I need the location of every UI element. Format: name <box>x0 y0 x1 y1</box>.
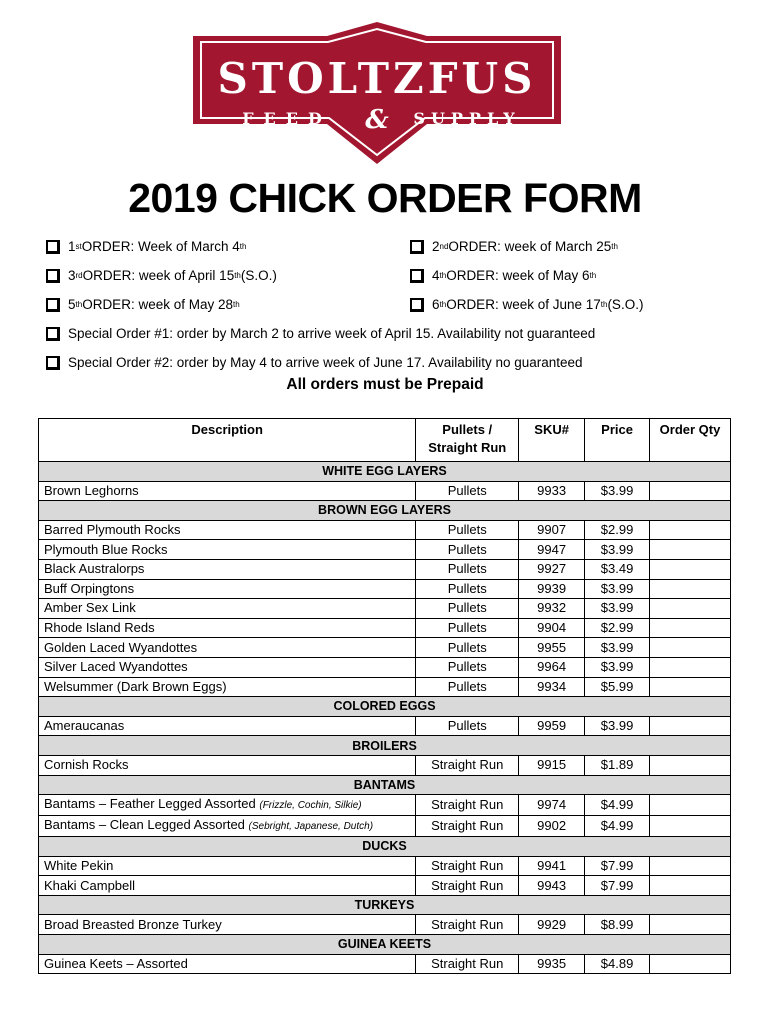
order-qty-input[interactable] <box>650 816 731 837</box>
row-type: Straight Run <box>416 816 519 837</box>
table-row <box>39 915 731 935</box>
row-sku: 9939 <box>519 579 585 599</box>
description-text: Guinea Keets – Assorted <box>44 955 188 971</box>
header-description: Description <box>39 419 416 462</box>
row-price: $7.99 <box>585 876 650 896</box>
table-header <box>39 419 731 462</box>
table-row <box>39 816 731 837</box>
row-description <box>39 954 416 974</box>
order-qty-input[interactable] <box>650 677 731 697</box>
checkbox-icon[interactable] <box>46 240 60 254</box>
table-row <box>39 540 731 560</box>
row-type: Pullets <box>416 618 519 638</box>
row-price: $1.89 <box>585 755 650 775</box>
description-text: Plymouth Blue Rocks <box>44 541 168 557</box>
category-row <box>39 462 731 482</box>
order-option-4[interactable]: 4 th ORDER: week of May 6 th <box>410 268 596 283</box>
checkbox-icon[interactable] <box>46 269 60 283</box>
table-row <box>39 755 731 775</box>
description-text: Brown Leghorns <box>44 482 139 498</box>
row-description <box>39 816 416 837</box>
table-row <box>39 520 731 540</box>
order-qty-input[interactable] <box>650 716 731 736</box>
order-qty-input[interactable] <box>650 915 731 935</box>
row-type: Pullets <box>416 657 519 677</box>
special-order-1[interactable]: Special Order #1: order by March 2 to arrive week of April 15. Availability not guaranteed <box>46 326 595 341</box>
checkbox-icon[interactable] <box>46 356 60 370</box>
prepaid-notice: All orders must be Prepaid <box>286 376 484 393</box>
row-type: Straight Run <box>416 876 519 896</box>
order-qty-input[interactable] <box>650 618 731 638</box>
order-qty-input[interactable] <box>650 559 731 579</box>
row-price: $4.89 <box>585 954 650 974</box>
row-type: Straight Run <box>416 915 519 935</box>
order-option-6[interactable]: 6 th ORDER: week of June 17 th (S.O.) <box>410 297 643 312</box>
row-type: Straight Run <box>416 856 519 876</box>
order-qty-input[interactable] <box>650 599 731 619</box>
row-description <box>39 520 416 540</box>
row-description <box>39 599 416 619</box>
row-type: Pullets <box>416 559 519 579</box>
order-qty-input[interactable] <box>650 481 731 501</box>
table-row <box>39 657 731 677</box>
svg-text:SUPPLY: SUPPLY <box>413 109 521 128</box>
category-row <box>39 775 731 795</box>
row-type: Pullets <box>416 599 519 619</box>
row-description <box>39 540 416 560</box>
row-sku: 9959 <box>519 716 585 736</box>
checkbox-icon[interactable] <box>46 327 60 341</box>
order-qty-input[interactable] <box>650 540 731 560</box>
category-row <box>39 697 731 717</box>
table-row <box>39 716 731 736</box>
order-option-2[interactable]: 2 nd ORDER: week of March 25 th <box>410 239 618 254</box>
category-label: WHITE EGG LAYERS <box>39 462 731 482</box>
row-sku: 9934 <box>519 677 585 697</box>
row-price: $4.99 <box>585 816 650 837</box>
row-sku: 9935 <box>519 954 585 974</box>
row-description <box>39 856 416 876</box>
special-order-2[interactable]: Special Order #2: order by May 4 to arrive week of June 17. Availability no guaranteed <box>46 355 583 370</box>
row-price: $3.99 <box>585 579 650 599</box>
row-type: Pullets <box>416 638 519 658</box>
description-text: Welsummer (Dark Brown Eggs) <box>44 678 227 694</box>
row-description <box>39 677 416 697</box>
row-sku: 9915 <box>519 755 585 775</box>
row-sku: 9929 <box>519 915 585 935</box>
header-qty: Order Qty <box>650 419 731 462</box>
description-text: Broad Breasted Bronze Turkey <box>44 916 222 932</box>
table-row <box>39 638 731 658</box>
table-row <box>39 876 731 896</box>
row-sku: 9933 <box>519 481 585 501</box>
row-price: $3.99 <box>585 638 650 658</box>
row-type: Pullets <box>416 540 519 560</box>
checkbox-icon[interactable] <box>410 240 424 254</box>
svg-text:FEED: FEED <box>242 109 332 128</box>
svg-text:&: & <box>365 105 389 135</box>
row-price: $3.99 <box>585 481 650 501</box>
table-row <box>39 618 731 638</box>
category-label: BANTAMS <box>39 775 731 795</box>
order-table <box>38 418 731 974</box>
category-row <box>39 935 731 955</box>
description-text: Bantams – Feather Legged Assorted <box>44 796 260 812</box>
row-description <box>39 657 416 677</box>
order-qty-input[interactable] <box>650 876 731 896</box>
order-qty-input[interactable] <box>650 755 731 775</box>
category-label: COLORED EGGS <box>39 697 731 717</box>
row-sku: 9941 <box>519 856 585 876</box>
row-price: $3.49 <box>585 559 650 579</box>
row-price: $2.99 <box>585 520 650 540</box>
description-text: Buff Orpingtons <box>44 580 135 596</box>
order-qty-input[interactable] <box>650 795 731 816</box>
description-text: White Pekin <box>44 857 114 873</box>
row-description <box>39 618 416 638</box>
category-row <box>39 895 731 915</box>
page-title: 2019 CHICK ORDER FORM <box>128 175 642 221</box>
row-type: Straight Run <box>416 954 519 974</box>
description-text: Golden Laced Wyandottes <box>44 639 198 655</box>
table-row <box>39 559 731 579</box>
row-price: $4.99 <box>585 795 650 816</box>
row-sku: 9974 <box>519 795 585 816</box>
row-sku: 9904 <box>519 618 585 638</box>
order-option-3[interactable]: 3 rd ORDER: week of April 15 th (S.O.) <box>46 268 277 283</box>
row-price: $3.99 <box>585 657 650 677</box>
category-label: TURKEYS <box>39 895 731 915</box>
description-text: Black Australorps <box>44 561 145 577</box>
row-sku: 9955 <box>519 638 585 658</box>
row-sku: 9932 <box>519 599 585 619</box>
svg-text:STOLTZFUS: STOLTZFUS <box>217 54 537 103</box>
description-note: (Sebright, Japanese, Dutch) <box>248 821 374 833</box>
header-type: Pullets / Straight Run <box>416 419 519 462</box>
category-label: BROILERS <box>39 736 731 756</box>
order-qty-input[interactable] <box>650 657 731 677</box>
row-sku: 9964 <box>519 657 585 677</box>
order-qty-input[interactable] <box>650 638 731 658</box>
row-sku: 9902 <box>519 816 585 837</box>
description-text: Silver Laced Wyandottes <box>44 659 188 675</box>
row-sku: 9907 <box>519 520 585 540</box>
checkbox-icon[interactable] <box>410 298 424 312</box>
row-type: Pullets <box>416 677 519 697</box>
row-type: Straight Run <box>416 795 519 816</box>
description-text: Bantams – Clean Legged Assorted <box>44 817 249 833</box>
checkbox-icon[interactable] <box>46 298 60 312</box>
description-text: Barred Plymouth Rocks <box>44 522 181 538</box>
row-type: Pullets <box>416 481 519 501</box>
category-row <box>39 501 731 521</box>
row-type: Pullets <box>416 579 519 599</box>
row-description <box>39 716 416 736</box>
row-price: $3.99 <box>585 716 650 736</box>
table-row <box>39 856 731 876</box>
row-price: $3.99 <box>585 599 650 619</box>
row-description <box>39 795 416 816</box>
table-row <box>39 579 731 599</box>
order-option-5[interactable]: 5 th ORDER: week of May 28 th <box>46 297 240 312</box>
row-description <box>39 755 416 775</box>
order-qty-input[interactable] <box>650 520 731 540</box>
description-text: Ameraucanas <box>44 718 125 734</box>
checkbox-icon[interactable] <box>410 269 424 283</box>
row-description <box>39 481 416 501</box>
row-description <box>39 876 416 896</box>
order-qty-input[interactable] <box>650 579 731 599</box>
table-row <box>39 481 731 501</box>
description-text: Rhode Island Reds <box>44 620 155 636</box>
table-row <box>39 795 731 816</box>
category-label: DUCKS <box>39 837 731 857</box>
row-sku: 9927 <box>519 559 585 579</box>
row-price: $5.99 <box>585 677 650 697</box>
row-sku: 9943 <box>519 876 585 896</box>
row-type: Pullets <box>416 716 519 736</box>
row-price: $7.99 <box>585 856 650 876</box>
stoltzfus-logo <box>187 20 567 170</box>
category-label: GUINEA KEETS <box>39 935 731 955</box>
row-description <box>39 638 416 658</box>
row-type: Pullets <box>416 520 519 540</box>
order-option-1[interactable]: 1 st ORDER: Week of March 4 th <box>46 239 246 254</box>
row-description <box>39 915 416 935</box>
row-price: $2.99 <box>585 618 650 638</box>
row-sku: 9947 <box>519 540 585 560</box>
row-description <box>39 579 416 599</box>
order-qty-input[interactable] <box>650 954 731 974</box>
table-row <box>39 599 731 619</box>
category-row <box>39 837 731 857</box>
order-qty-input[interactable] <box>650 856 731 876</box>
row-price: $8.99 <box>585 915 650 935</box>
header-price: Price <box>585 419 650 462</box>
description-note: (Frizzle, Cochin, Silkie) <box>259 800 362 812</box>
category-row <box>39 736 731 756</box>
table-row <box>39 677 731 697</box>
row-price: $3.99 <box>585 540 650 560</box>
row-description <box>39 559 416 579</box>
category-label: BROWN EGG LAYERS <box>39 501 731 521</box>
table-row <box>39 954 731 974</box>
description-text: Khaki Campbell <box>44 877 136 893</box>
description-text: Cornish Rocks <box>44 757 129 773</box>
header-sku: SKU# <box>519 419 585 462</box>
row-type: Straight Run <box>416 755 519 775</box>
description-text: Amber Sex Link <box>44 600 136 616</box>
